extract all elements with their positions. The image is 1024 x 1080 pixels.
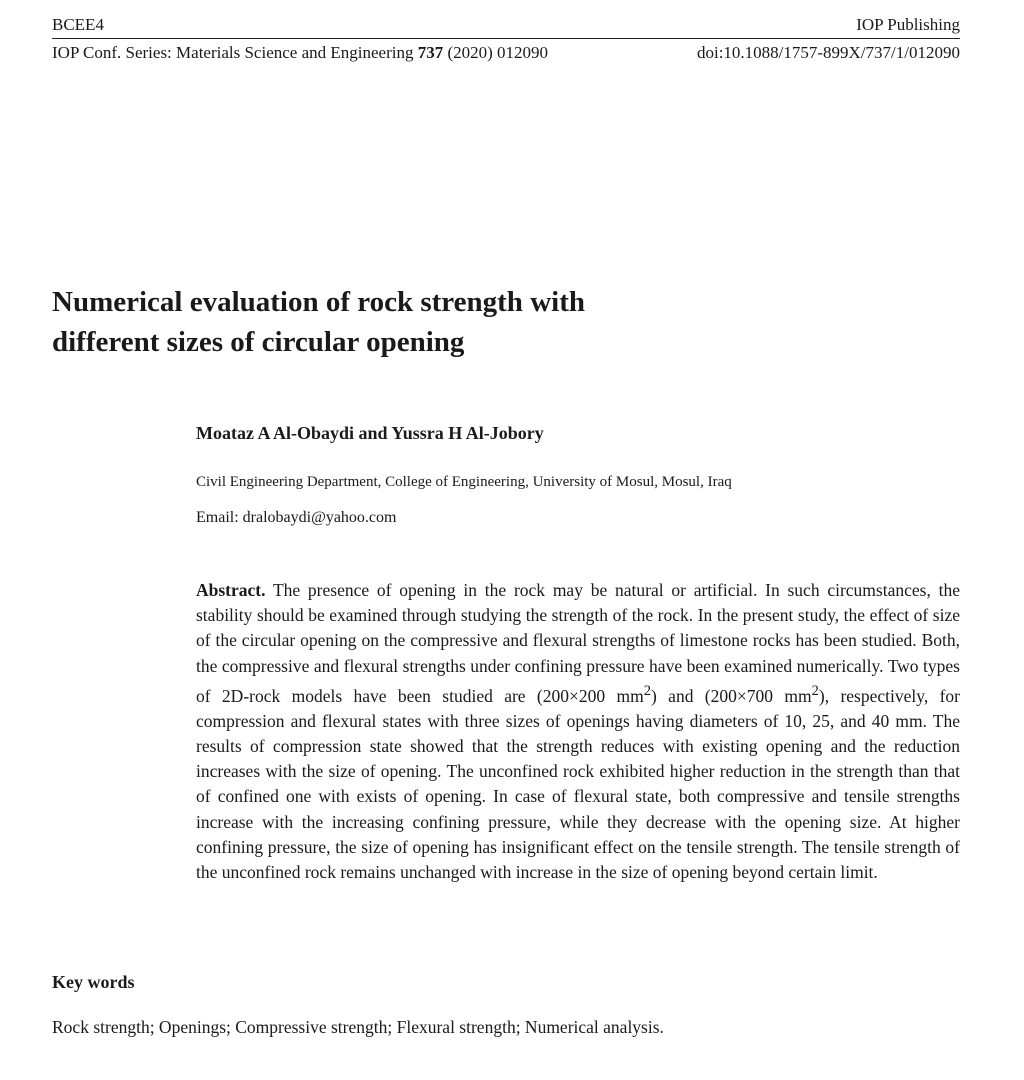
conference-code: BCEE4 xyxy=(52,15,104,34)
superscript-2b: 2 xyxy=(811,682,819,699)
abstract-paragraph xyxy=(196,578,960,885)
abstract-text-3: ), respectively, for compression and flexural states with three sizes of openings having diameters of 10, 25, and 40 mm. The results of compression state showed that the strength reduces with existing opening and the reduction increases with the size of opening. The unconfined rock exhibited higher reduction in the strength than that of confined one with exists of opening. In case of flexural state, both compressive and tensile strengths increase with the increasing confining pressure, while they decrease with the opening size. At higher confining pressure, the size of opening has insignificant effect on the tensile strength. The tensile strength of the unconfined rock remains unchanged with increase in the size of opening beyond certain limit. xyxy=(196,685,960,883)
publisher-name: IOP Publishing xyxy=(856,15,960,34)
series-citation xyxy=(52,42,548,64)
volume-number: 737 xyxy=(417,43,444,62)
running-header-top xyxy=(52,14,960,36)
keywords-list: Rock strength; Openings; Compressive strength; Flexural strength; Numerical analysis. xyxy=(52,1017,664,1037)
title-line-2: different sizes of circular opening xyxy=(52,326,465,358)
email-address: Email: dralobaydi@yahoo.com xyxy=(196,509,397,526)
author-list: Moataz A Al-Obaydi and Yussra H Al-Jobory xyxy=(196,423,544,443)
abstract-text-2: ) and (200×700 mm xyxy=(651,685,812,706)
abstract-text-1: The presence of opening in the rock may be natural or artificial. In such circumstances, the stability should be examined through studying the strength of the rock. In the present study, the effect of size of the circular opening on the compressive and flexural strengths of limestone rocks has been studied. Both, the compressive and flexural strengths under confining pressure have been examined numerically. Two types of 2D-rock models have been studied are (200×200 mm xyxy=(196,580,960,706)
superscript-2a: 2 xyxy=(643,682,651,699)
title-line-1: Numerical evaluation of rock strength with xyxy=(52,286,585,318)
abstract-label: Abstract. xyxy=(196,580,266,600)
affiliation: Civil Engineering Department, College of Engineering, University of Mosul, Mosul, Iraq xyxy=(196,474,732,490)
year-article: (2020) 012090 xyxy=(447,43,549,62)
doi-text: doi:10.1088/1757-899X/737/1/012090 xyxy=(696,43,960,62)
running-header-citation xyxy=(52,42,960,64)
series-text: IOP Conf. Series: Materials Science and Engineering xyxy=(52,43,414,62)
keywords-heading: Key words xyxy=(52,972,135,992)
header-divider xyxy=(52,38,960,39)
paper-title xyxy=(52,282,752,362)
